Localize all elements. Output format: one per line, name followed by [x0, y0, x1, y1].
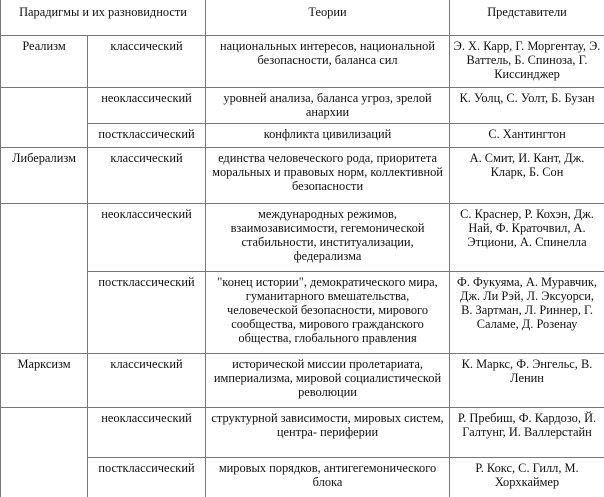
header-paradigms: Парадигмы и их разновидности	[1, 0, 206, 36]
paradigm-subtype: неоклассический	[88, 88, 206, 124]
header-row	[1, 0, 604, 36]
table-row	[1, 88, 604, 124]
table-row	[1, 204, 604, 272]
table-row	[1, 36, 604, 88]
theories-cell: уровней анализа, баланса угроз, зрелой анархии	[206, 88, 450, 124]
theories-cell: структурной зависимости, мировых систем, центра- периферии	[206, 408, 450, 458]
table-row	[1, 458, 604, 497]
paradigm-continuation	[1, 204, 88, 272]
table-row	[1, 354, 604, 408]
paradigm-name: Реализм	[1, 36, 88, 88]
theories-cell: исторической миссии пролетариата, империализма, мировой социалистической революции	[206, 354, 450, 408]
theories-cell: конфликта цивилизаций	[206, 124, 450, 148]
theories-cell: единства человеческого рода, приоритета моральных и правовых норм, коллективной безопасности	[206, 148, 450, 204]
paradigm-subtype: постклассический	[88, 124, 206, 148]
paradigm-subtype: классический	[88, 36, 206, 88]
representatives-cell: А. Смит, И. Кант, Дж. Кларк, Б. Сон	[450, 148, 604, 204]
theories-cell: мировых порядков, антигегемонического блока	[206, 458, 450, 497]
paradigm-subtype: неоклассический	[88, 204, 206, 272]
table-row	[1, 148, 604, 204]
paradigm-continuation	[1, 124, 88, 148]
theories-cell: "конец истории", демократического мира, гуманитарного вмешательства, человеческой безопасности, мирового сообщества, мирового гражданского общества, глобального правления	[206, 272, 450, 354]
representatives-cell: Р. Кокс, С. Гилл, М. Хорхкаймер	[450, 458, 604, 497]
theories-cell: международных режимов, взаимозависимости, гегемонической стабильности, институализации, федерализма	[206, 204, 450, 272]
representatives-cell: Ф. Фукуяма, А. Муравчик, Дж. Ли Рэй, Л. Эксуорси, В. Зартман, Л. Риннер, Г. Саламе, Д. Розенау	[450, 272, 604, 354]
table-row	[1, 408, 604, 458]
paradigm-continuation	[1, 458, 88, 497]
paradigm-subtype: постклассический	[88, 458, 206, 497]
paradigm-continuation	[1, 272, 88, 354]
paradigm-subtype: постклассический	[88, 272, 206, 354]
paradigm-continuation	[1, 88, 88, 124]
paradigm-name: Марксизм	[1, 354, 88, 408]
header-theories: Теории	[206, 0, 450, 36]
paradigm-name: Либерализм	[1, 148, 88, 204]
paradigm-subtype: классический	[88, 148, 206, 204]
representatives-cell: С. Краснер, Р. Кохэн, Дж. Най, Ф. Краточвил, А. Этциони, А. Спинелла	[450, 204, 604, 272]
representatives-cell: К. Уолц, С. Уолт, Б. Бузан	[450, 88, 604, 124]
representatives-cell: Р. Пребиш, Ф. Кардозо, Й. Галтунг, И. Валлерстайн	[450, 408, 604, 458]
paradigm-continuation	[1, 408, 88, 458]
paradigm-subtype: классический	[88, 354, 206, 408]
representatives-cell: К. Маркс, Ф. Энгельс, В. Ленин	[450, 354, 604, 408]
representatives-cell: Э. Х. Карр, Г. Моргентау, Э. Ваттель, Б. Спиноза, Г. Киссинджер	[450, 36, 604, 88]
paradigm-subtype: неоклассический	[88, 408, 206, 458]
header-representatives: Представители	[450, 0, 604, 36]
table-row	[1, 272, 604, 354]
theories-cell: национальных интересов, национальной безопасности, баланса сил	[206, 36, 450, 88]
representatives-cell: С. Хантингтон	[450, 124, 604, 148]
table-row	[1, 124, 604, 148]
